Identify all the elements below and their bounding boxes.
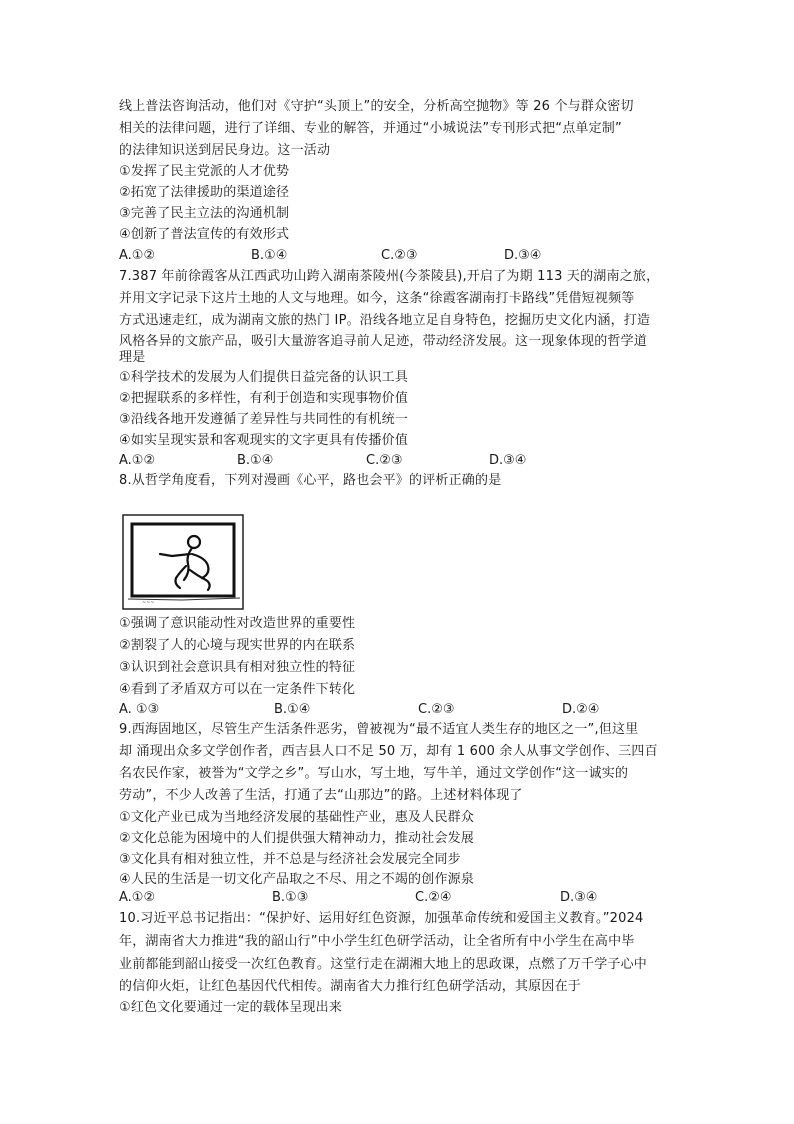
q6-statement-1: ①发挥了民主党派的人才优势 [119,164,290,179]
q9-options [119,888,679,908]
q7-stem-line: 风格各异的文旅产品，吸引大量游客追寻前人足迹，带动经济发展。这一现象体现的哲学道 [119,334,648,349]
q10-stem-line: 业前都能到韶山接受一次红色教育。这堂行走在湖湘大地上的思政课，点燃了万千学子心中 [119,957,648,972]
q9-stem-line: 劳动”，不少人改善了生活，打通了去“山那边”的路。上述材料体现了 [119,788,523,803]
q6-stem-line: 的法律知识送到居民身边。这一活动 [119,143,331,158]
q7-statement-4: ④如实呈现实景和客观现实的文字更具有传播价值 [119,433,409,448]
q10-stem-line: 的信仰火炬，让红色基因代代相传。湖南省大力推行红色研学活动，其原因在于 [119,979,582,994]
q6-option-d[interactable]: D.③④ [504,248,542,263]
q8-option-a[interactable]: A. ①③ [119,702,160,717]
q9-statement-2: ②文化总能为困境中的人们提供强大精神动力，推动社会发展 [119,831,475,846]
q9-option-c[interactable]: C.②④ [415,890,452,905]
q6-stem-line: 相关的法律问题，进行了详细、专业的解答，并通过“小城说法”专刊形式把“点单定制” [119,121,622,136]
q8-statement-3: ③认识到社会意识具有相对独立性的特征 [119,660,356,675]
q7-option-b[interactable]: B.①④ [237,453,274,468]
q10-statement-1: ①红色文化要通过一定的载体呈现出来 [119,1000,343,1015]
q7-statement-1: ①科学技术的发展为人们提供日益完备的认识工具 [119,370,409,385]
q9-option-b[interactable]: B.①③ [272,890,309,905]
q9-statement-3: ③文化具有相对独立性，并不总是与经济社会发展完全同步 [119,852,461,867]
q8-option-c[interactable]: C.②③ [418,702,455,717]
q7-options [119,451,679,471]
q8-statement-4: ④看到了矛盾双方可以在一定条件下转化 [119,682,356,697]
q6-stem-line: 线上普法咨询活动，他们对《守护“头顶上”的安全，分析高空抛物》等 26 个与群众密切 [119,99,634,114]
q9-option-d[interactable]: D.③④ [560,890,598,905]
q9-option-a[interactable]: A.①② [119,890,156,905]
q7-option-a[interactable]: A.①② [119,453,156,468]
q7-stem-line: 理是 [119,350,146,365]
q6-option-b[interactable]: B.①④ [251,248,288,263]
q9-statement-1: ①文化产业已成为当地经济发展的基础性产业，惠及人民群众 [119,810,475,825]
q8-stem-line: 8.从哲学角度看，下列对漫画《心平，路也会平》的评析正确的是 [119,473,502,488]
q8-option-d[interactable]: D.②④ [562,702,600,717]
q9-statement-4: ④人民的生活是一切文化产品取之不尽、用之不竭的创作源泉 [119,872,475,887]
q8-option-b[interactable]: B.①④ [274,702,311,717]
q6-statement-2: ②拓宽了法律援助的渠道途径 [119,185,290,200]
q7-option-c[interactable]: C.②③ [366,453,403,468]
q9-stem-line: 名农民作家，被誉为“文学之乡”。写山水，写土地，写牛羊，通过文学创作“这一诚实的 [119,766,629,781]
q7-stem-line: 方式迅速走红，成为湖南文旅的热门 IP。沿线各地立足自身特色，挖掘历史文化内涵，打造 [119,313,651,328]
q7-stem-line: 并用文字记录下这片土地的人文与地理。如今，这条“徐霞客湖南打卡路线”凭借短视频等 [119,291,635,306]
q6-options [119,246,679,266]
q10-stem-line: 年，湖南省大力推进“我的韶山行”中小学生红色研学活动，让全省所有中小学生在高中毕 [119,934,635,949]
q7-stem-line: 7.387 年前徐霞客从江西武功山跨入湖南茶陵州(今茶陵县),开启了为期 113 天的湖南之旅， [119,269,660,284]
q8-options [119,700,679,720]
q6-statement-4: ④创新了普法宣传的有效形式 [119,227,290,242]
q6-option-a[interactable]: A.①② [119,248,156,263]
q7-statement-2: ②把握联系的多样性，有利于创造和实现事物价值 [119,391,409,406]
q6-option-c[interactable]: C.②③ [381,248,418,263]
q8-statement-2: ②割裂了人的心境与现实世界的内在联系 [119,638,356,653]
q8-statement-1: ①强调了意识能动性对改造世界的重要性 [119,616,356,631]
q9-stem-line: 9.西海固地区，尽管生产生活条件恶劣，曾被视为“最不适宜人类生存的地区之一”,但这里 [119,722,639,737]
q7-option-d[interactable]: D.③④ [489,453,527,468]
q9-stem-line: 却 涌现出众多文学创作者，西吉县人口不足 50 万，却有 1 600 余人从事文学创作、三四百 [119,744,658,759]
q10-stem-line: 10.习近平总书记指出：“保护好、运用好红色资源，加强革命传统和爱国主义教育。”2024 [119,911,644,926]
cartoon-image [122,514,244,610]
cartoon-signature: ~~~ [142,600,155,606]
q7-statement-3: ③沿线各地开发遵循了差异性与共同性的有机统一 [119,412,409,427]
q6-statement-3: ③完善了民主立法的沟通机制 [119,206,290,221]
